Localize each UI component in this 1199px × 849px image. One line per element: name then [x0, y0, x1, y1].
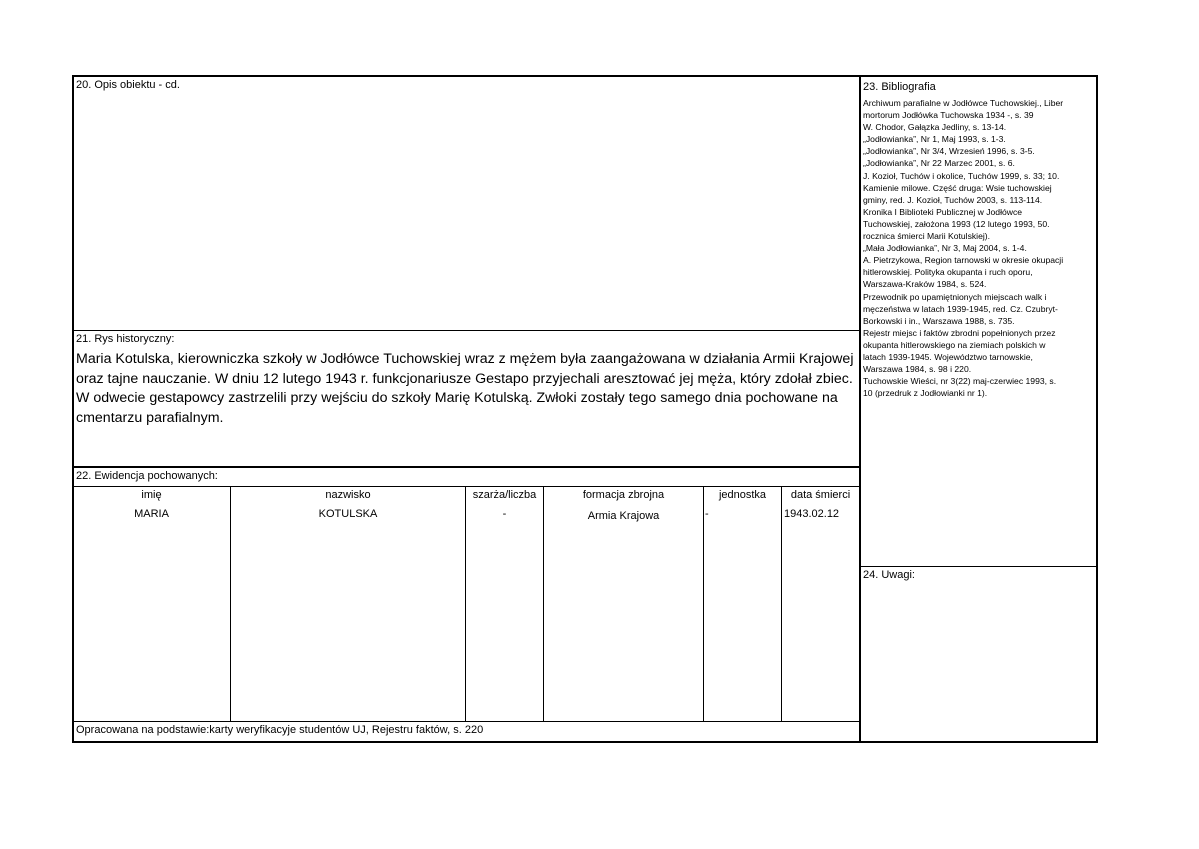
- cell-nazwisko: KOTULSKA: [318, 508, 378, 520]
- column-header-jednostka: jednostka: [718, 489, 767, 501]
- bibliografia-line: „Mała Jodłowianka”, Nr 3, Maj 2004, s. 1-4.: [863, 243, 1027, 254]
- footer-source: Opracowana na podstawie:karty weryfikacyje studentów UJ, Rejestru faktów, s. 220: [76, 724, 484, 736]
- rys-label: 21. Rys historyczny:: [76, 333, 175, 345]
- rys-text: [76, 350, 858, 428]
- table-col-divider: [230, 487, 231, 721]
- divider-ewidencja-header: [73, 486, 860, 487]
- bibliografia-line: J. Kozioł, Tuchów i okolice, Tuchów 1999, s. 33; 10.: [863, 170, 1060, 181]
- table-col-divider: [465, 487, 466, 721]
- bibliografia-line: „Jodłowianka”, Nr 1, Maj 1993, s. 1-3.: [863, 134, 1006, 145]
- rys-line: Maria Kotulska, kierowniczka szkoły w Jodłówce Tuchowskiej wraz z mężem była zaangażowana w działania Armii Krajowej: [76, 351, 854, 367]
- cell-jednostka: -: [705, 508, 709, 520]
- bibliografia-line: Tuchowskiej, założona 1993 (12 lutego 1993, 50.: [863, 218, 1050, 229]
- bibliografia-line: Archiwum parafialne w Jodłówce Tuchowskiej., Liber: [863, 98, 1064, 108]
- bibliografia-line: Przewodnik po upamiętnionych miejscach walk i: [863, 291, 1047, 302]
- cell-data: 1943.02.12: [784, 508, 840, 520]
- bibliografia-line: latach 1939-1945. Województwo tarnowskie,: [863, 351, 1033, 362]
- bibliografia-line: okupanta hitlerowskiego na ziemiach polskich w: [863, 339, 1046, 350]
- divider-opis-rys: [73, 330, 860, 331]
- column-divider: [859, 75, 861, 743]
- bibliografia-line: Warszawa-Kraków 1984, s. 524.: [863, 279, 987, 290]
- bibliografia-label: 23. Bibliografia: [863, 81, 936, 93]
- divider-footer: [73, 721, 860, 722]
- column-header-data: data śmierci: [790, 489, 851, 501]
- bibliografia-line: Tuchowskie Wieści, nr 3(22) maj-czerwiec 1993, s.: [863, 376, 1057, 387]
- bibliografia-list: [863, 97, 1096, 399]
- ewidencja-label: 22. Ewidencja pochowanych:: [76, 470, 218, 482]
- column-header-formacja: formacja zbrojna: [582, 489, 665, 501]
- bibliografia-line: Rejestr miejsc i faktów zbrodni popełnionych przez: [863, 327, 1056, 338]
- cell-formacja: Armia Krajowa: [587, 510, 660, 522]
- table-col-divider: [543, 487, 544, 721]
- bibliografia-line: A. Pietrzykowa, Region tarnowski w okresie okupacji: [863, 255, 1064, 266]
- bibliografia-line: hitlerowskiej. Polityka okupanta i ruch oporu,: [863, 267, 1033, 278]
- column-header-nazwisko: nazwisko: [325, 489, 371, 501]
- cell-imie: MARIA: [134, 508, 169, 520]
- table-col-divider: [781, 487, 782, 721]
- bibliografia-line: Warszawa 1984, s. 98 i 220.: [863, 364, 972, 375]
- bibliografia-line: mortorum Jodłówka Tuchowska 1934 -, s. 39: [863, 110, 1034, 121]
- table-col-divider: [703, 487, 704, 721]
- rys-line: oraz tajne nauczanie. W dniu 12 lutego 1943 r. funkcjonariusze Gestapo przyjechali aresztować jej męża, który zdołał zbiec.: [76, 370, 853, 387]
- bibliografia-line: Borkowski i in., Warszawa 1988, s. 735.: [863, 315, 1015, 326]
- rys-line: cmentarzu parafialnym.: [76, 409, 224, 426]
- bibliografia-line: „Jodłowianka”, Nr 22 Marzec 2001, s. 6.: [863, 158, 1015, 169]
- bibliografia-line: rocznica śmierci Marii Kotulskiej).: [863, 231, 991, 242]
- divider-bib-uwagi: [860, 566, 1097, 567]
- opis-label: 20. Opis obiektu - cd.: [76, 79, 180, 91]
- divider-rys-ewidencja: [73, 466, 860, 468]
- bibliografia-line: gminy, red. J. Kozioł, Tuchów 2003, s. 113-114.: [863, 194, 1043, 205]
- uwagi-label: 24. Uwagi:: [863, 569, 915, 581]
- bibliografia-line: Kamienie milowe. Część druga: Wsie tuchowskiej: [863, 182, 1052, 193]
- cell-szarza: -: [502, 508, 507, 520]
- bibliografia-line: „Jodłowianka”, Nr 3/4, Wrzesień 1996, s. 3-5.: [863, 146, 1035, 157]
- bibliografia-line: 10 (przedruk z Jodłowianki nr 1).: [863, 388, 988, 399]
- bibliografia-line: Kronika I Biblioteki Publicznej w Jodłówce: [863, 206, 1023, 217]
- column-header-imie: imię: [141, 489, 162, 501]
- bibliografia-line: męczeństwa w latach 1939-1945, red. Cz. Czubryt-: [863, 303, 1058, 314]
- column-header-szarza: szarża/liczba: [472, 489, 537, 501]
- bibliografia-line: W. Chodor, Gałązka Jedliny, s. 13-14.: [863, 122, 1007, 133]
- rys-line: W odwecie gestapowcy zastrzelili przy wejściu do szkoły Marię Kotulską. Zwłoki zostały tego samego dnia pochowane na: [76, 390, 838, 406]
